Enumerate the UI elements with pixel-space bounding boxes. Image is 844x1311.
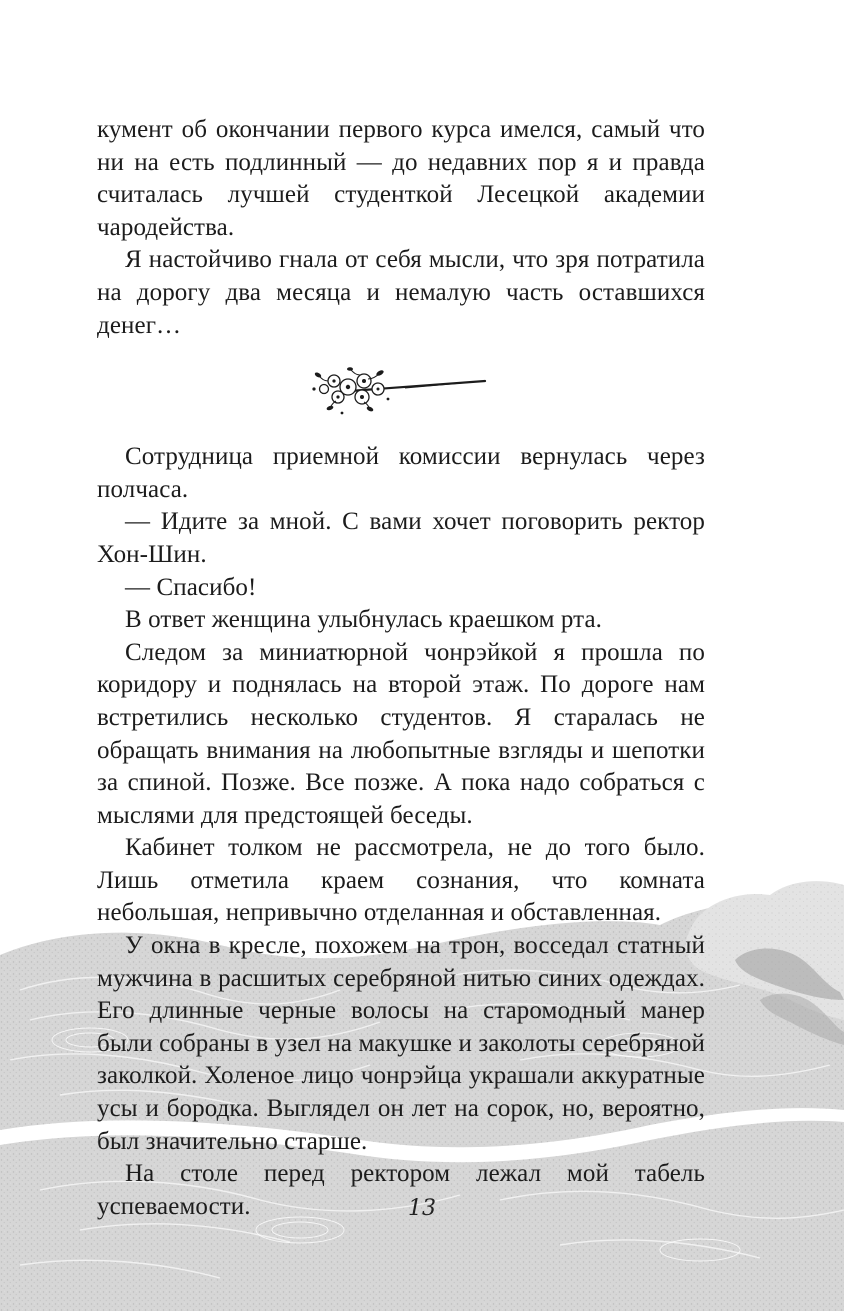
paragraph-7: Следом за миниатюрной чонрэйкой я прошла по коридору и поднялась на второй этаж. По дороге нам встретились несколько студентов. Я старалась не обращать внимания на любопытные взгляды и шепотки за спиной. Позже. Все позже. А пока надо собраться с мыслями для предстоящей беседы. [97,638,705,829]
paragraph-9: У окна в кресле, похожем на трон, восседал статный мужчина в расшитых серебряной нитью синих одеждах. Его длинные черные волосы на старомодный манер были собраны в узел на макушке и заколоты серебряной заколкой. Холеное лицо чонрэйца украшали аккуратные усы и бородка. Выглядел он лет на сорок, но, вероятно, был значительно старше. [97,932,705,1155]
flower-branch-divider-icon [310,359,490,419]
paragraph-2: Я настойчиво гнала от себя мысли, что зря потратила на дорогу два месяца и немалую часть оставшихся денег… [97,246,705,339]
paragraph-6: В ответ женщина улыбнулась краешком рта. [125,606,603,634]
paragraph-5: — Спасибо! [125,573,257,601]
paragraph-8: Кабинет толком не рассмотрела, не до того было. Лишь отметила краем сознания, что комната небольшая, непривычно отделанная и обставленная. [97,834,705,927]
paragraph-3: Сотрудница приемной комиссии вернулась через полчаса. [97,443,705,503]
paragraph-4: — Идите за мной. С вами хочет поговорить ректор Хон-Шин. [97,508,705,568]
paragraph-1: кумент об окончании первого курса имелся, самый что ни на есть подлинный — до недавних пор я и правда считалась лучшей студенткой Лесецкой академии чародейства. [97,116,705,241]
page-number: 13 [408,1196,436,1221]
section-divider [97,342,705,441]
text-column [97,114,705,1223]
paragraph-10: На столе перед ректором лежал мой табель успеваемости. [97,1160,705,1220]
